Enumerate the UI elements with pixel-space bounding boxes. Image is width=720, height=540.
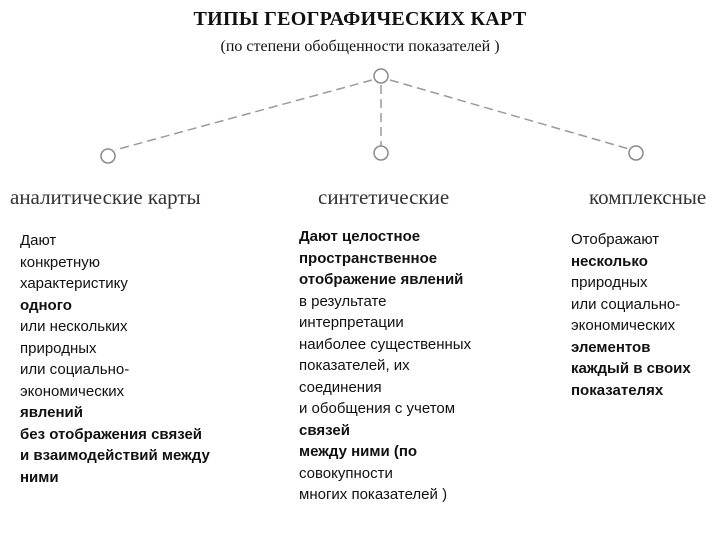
desc-line: без отображения связей bbox=[20, 425, 203, 443]
root-node bbox=[374, 69, 388, 83]
node-analytic bbox=[101, 149, 115, 163]
category-synthetic: синтетические bbox=[318, 185, 450, 209]
desc-line: экономических bbox=[571, 317, 676, 334]
desc-line: конкретную bbox=[20, 253, 101, 271]
desc-line: природных bbox=[20, 339, 97, 357]
page-subtitle: (по степени обобщенности показателей ) bbox=[220, 38, 500, 55]
desc-line: совокупности bbox=[299, 464, 393, 482]
connector-right bbox=[390, 80, 629, 149]
desc-line: несколько bbox=[571, 252, 648, 270]
desc-line: между ними (по bbox=[299, 443, 418, 460]
desc-line: и обобщения с учетом bbox=[299, 400, 456, 417]
node-complex bbox=[629, 146, 643, 160]
desc-line: явлений bbox=[20, 404, 83, 421]
connector-left bbox=[115, 80, 372, 150]
desc-line: природных bbox=[571, 274, 648, 291]
desc-line: наиболее существенных bbox=[299, 335, 472, 353]
desc-line: характеристику bbox=[20, 275, 128, 292]
desc-line: Дают целостное bbox=[299, 228, 421, 245]
desc-line: или нескольких bbox=[20, 318, 128, 335]
desc-line: показателях bbox=[571, 381, 664, 399]
desc-line: каждый в своих bbox=[571, 360, 691, 377]
desc-line: Отображают bbox=[571, 231, 660, 248]
desc-line: и взаимодействий между bbox=[20, 447, 210, 464]
desc-line: Дают bbox=[20, 232, 57, 249]
category-analytic: аналитические карты bbox=[10, 185, 201, 209]
desc-line: или социально- bbox=[571, 295, 681, 313]
desc-line: или социально- bbox=[20, 361, 130, 378]
description-complex bbox=[571, 229, 691, 401]
desc-line: элементов bbox=[571, 338, 651, 356]
node-synthetic bbox=[374, 146, 388, 160]
page-title: ТИПЫ ГЕОГРАФИЧЕСКИХ КАРТ bbox=[193, 8, 527, 30]
desc-line: ними bbox=[20, 468, 59, 486]
desc-line: отображение явлений bbox=[299, 271, 464, 288]
desc-line: пространственное bbox=[299, 249, 438, 267]
desc-line: в результате bbox=[299, 292, 387, 310]
desc-line: одного bbox=[20, 296, 72, 314]
desc-line: экономических bbox=[20, 382, 125, 400]
description-analytic bbox=[20, 230, 210, 488]
desc-line: показателей, их bbox=[299, 357, 410, 374]
desc-line: многих показателей ) bbox=[299, 486, 448, 503]
desc-line: связей bbox=[299, 421, 350, 439]
category-complex: комплексные bbox=[589, 185, 707, 209]
desc-line: соединения bbox=[299, 378, 382, 396]
description-synthetic bbox=[299, 226, 471, 506]
desc-line: интерпретации bbox=[299, 314, 404, 331]
